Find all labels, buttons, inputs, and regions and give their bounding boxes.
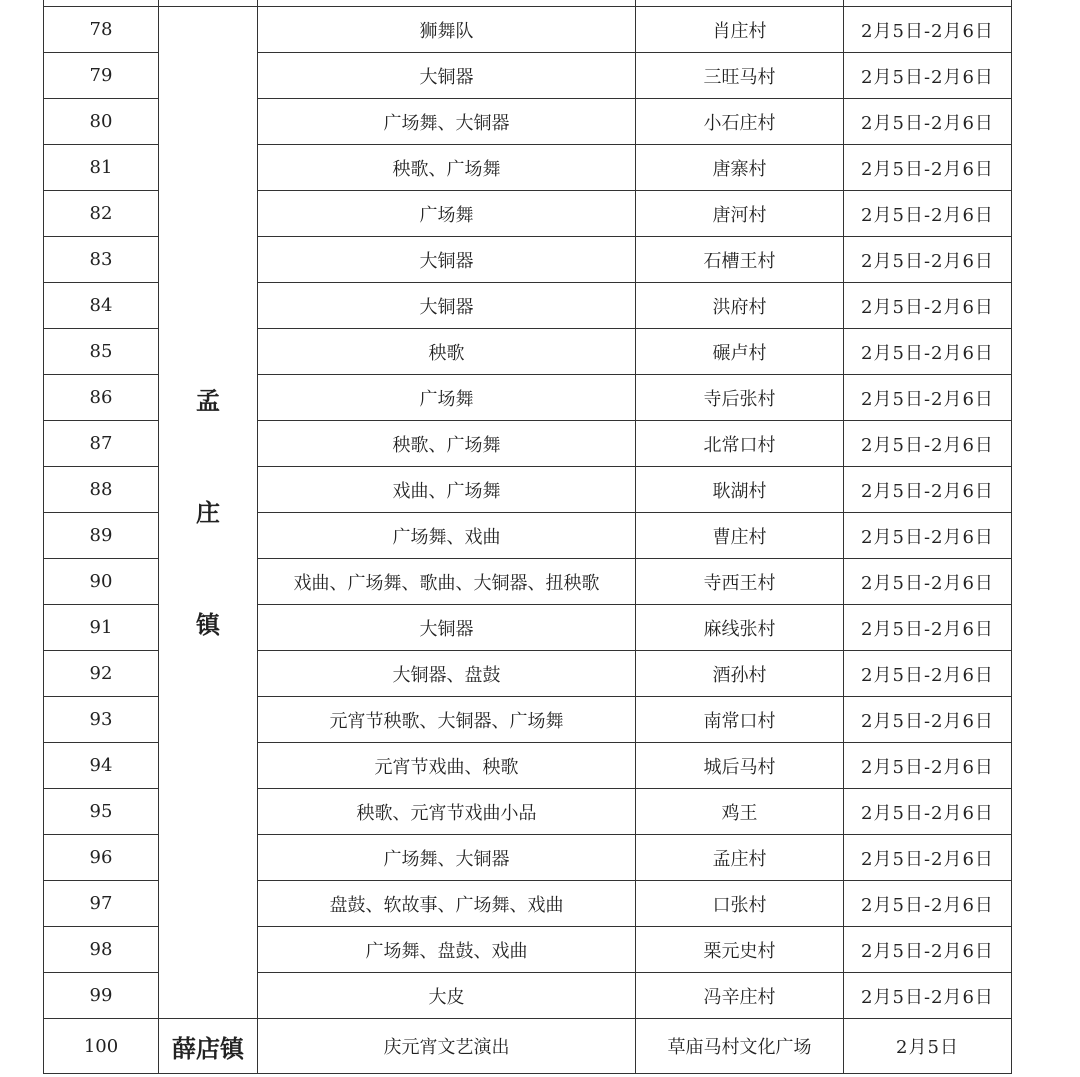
- program-cell: 元宵节秧歌、大铜器、广场舞: [258, 697, 636, 743]
- village-cell: 曹庄村: [636, 513, 844, 559]
- date-cell: 2月5日-2月6日: [844, 145, 1012, 191]
- row-number: 98: [44, 927, 159, 973]
- program-cell: 秧歌: [258, 329, 636, 375]
- program-cell: 大铜器、盘鼓: [258, 651, 636, 697]
- date-cell: 2月5日-2月6日: [844, 697, 1012, 743]
- date-cell: 2月5日-2月6日: [844, 467, 1012, 513]
- row-number: 83: [44, 237, 159, 283]
- date-cell: 2月5日-2月6日: [844, 789, 1012, 835]
- program-cell: 秧歌、元宵节戏曲小品: [258, 789, 636, 835]
- program-cell: 元宵节戏曲、秧歌: [258, 743, 636, 789]
- row-number: 87: [44, 421, 159, 467]
- village-cell: 草庙马村文化广场: [636, 1019, 844, 1074]
- row-number: 80: [44, 99, 159, 145]
- program-cell: 广场舞、戏曲: [258, 513, 636, 559]
- program-cell: 大铜器: [258, 53, 636, 99]
- date-cell: 2月5日-2月6日: [844, 927, 1012, 973]
- date-cell: 2月5日-2月6日: [844, 835, 1012, 881]
- row-number: 88: [44, 467, 159, 513]
- row-number: 95: [44, 789, 159, 835]
- row-number: 100: [44, 1019, 159, 1074]
- village-cell: 城后马村: [636, 743, 844, 789]
- row-number: 86: [44, 375, 159, 421]
- village-cell: 寺西王村: [636, 559, 844, 605]
- row-number: 93: [44, 697, 159, 743]
- row-number: 82: [44, 191, 159, 237]
- village-cell: 碾卢村: [636, 329, 844, 375]
- village-cell: 鸡王: [636, 789, 844, 835]
- program-cell: 广场舞、盘鼓、戏曲: [258, 927, 636, 973]
- table-row: [44, 1019, 1012, 1074]
- village-cell: 三旺马村: [636, 53, 844, 99]
- program-cell: 盘鼓、软故事、广场舞、戏曲: [258, 881, 636, 927]
- village-cell: 石槽王村: [636, 237, 844, 283]
- program-cell: 广场舞: [258, 191, 636, 237]
- program-cell: 广场舞: [258, 375, 636, 421]
- program-cell: 大铜器: [258, 283, 636, 329]
- row-number: 91: [44, 605, 159, 651]
- row-number: 94: [44, 743, 159, 789]
- village-cell: 唐寨村: [636, 145, 844, 191]
- village-cell: 小石庄村: [636, 99, 844, 145]
- village-cell: 南常口村: [636, 697, 844, 743]
- row-number: 89: [44, 513, 159, 559]
- village-cell: 冯辛庄村: [636, 973, 844, 1019]
- village-cell: 肖庄村: [636, 7, 844, 53]
- town-cell-xuedian: 薛店镇: [159, 1019, 258, 1074]
- row-number: 79: [44, 53, 159, 99]
- date-cell: 2月5日-2月6日: [844, 743, 1012, 789]
- date-cell: 2月5日-2月6日: [844, 53, 1012, 99]
- village-cell: 口张村: [636, 881, 844, 927]
- village-cell: 麻线张村: [636, 605, 844, 651]
- date-cell: 2月5日-2月6日: [844, 375, 1012, 421]
- row-number: 96: [44, 835, 159, 881]
- village-cell: 洪府村: [636, 283, 844, 329]
- village-cell: 孟庄村: [636, 835, 844, 881]
- date-cell: 2月5日-2月6日: [844, 605, 1012, 651]
- program-cell: 秧歌、广场舞: [258, 145, 636, 191]
- row-number: 99: [44, 973, 159, 1019]
- date-cell: 2月5日-2月6日: [844, 191, 1012, 237]
- date-cell: 2月5日-2月6日: [844, 237, 1012, 283]
- program-cell: 大皮: [258, 973, 636, 1019]
- village-cell: 栗元史村: [636, 927, 844, 973]
- date-cell: 2月5日-2月6日: [844, 559, 1012, 605]
- village-cell: 北常口村: [636, 421, 844, 467]
- date-cell: 2月5日: [844, 1019, 1012, 1074]
- table-row: [44, 7, 1012, 53]
- row-number: 90: [44, 559, 159, 605]
- village-cell: 唐河村: [636, 191, 844, 237]
- row-number: 84: [44, 283, 159, 329]
- date-cell: 2月5日-2月6日: [844, 513, 1012, 559]
- date-cell: 2月5日-2月6日: [844, 99, 1012, 145]
- program-cell: 广场舞、大铜器: [258, 99, 636, 145]
- date-cell: 2月5日-2月6日: [844, 973, 1012, 1019]
- date-cell: 2月5日-2月6日: [844, 7, 1012, 53]
- village-cell: 耿湖村: [636, 467, 844, 513]
- program-cell: 狮舞队: [258, 7, 636, 53]
- row-number: 81: [44, 145, 159, 191]
- row-number: 92: [44, 651, 159, 697]
- village-cell: 寺后张村: [636, 375, 844, 421]
- row-number: 85: [44, 329, 159, 375]
- date-cell: 2月5日-2月6日: [844, 283, 1012, 329]
- date-cell: 2月5日-2月6日: [844, 881, 1012, 927]
- row-number: 78: [44, 7, 159, 53]
- program-cell: 戏曲、广场舞、歌曲、大铜器、扭秧歌: [258, 559, 636, 605]
- program-cell: 广场舞、大铜器: [258, 835, 636, 881]
- program-cell: 大铜器: [258, 237, 636, 283]
- date-cell: 2月5日-2月6日: [844, 651, 1012, 697]
- town-cell-mengzhuang: 孟 庄 镇: [159, 7, 258, 1019]
- event-schedule-table: [43, 0, 1012, 1074]
- program-cell: 大铜器: [258, 605, 636, 651]
- program-cell: 戏曲、广场舞: [258, 467, 636, 513]
- program-cell: 秧歌、广场舞: [258, 421, 636, 467]
- date-cell: 2月5日-2月6日: [844, 329, 1012, 375]
- date-cell: 2月5日-2月6日: [844, 421, 1012, 467]
- row-number: 97: [44, 881, 159, 927]
- program-cell: 庆元宵文艺演出: [258, 1019, 636, 1074]
- village-cell: 酒孙村: [636, 651, 844, 697]
